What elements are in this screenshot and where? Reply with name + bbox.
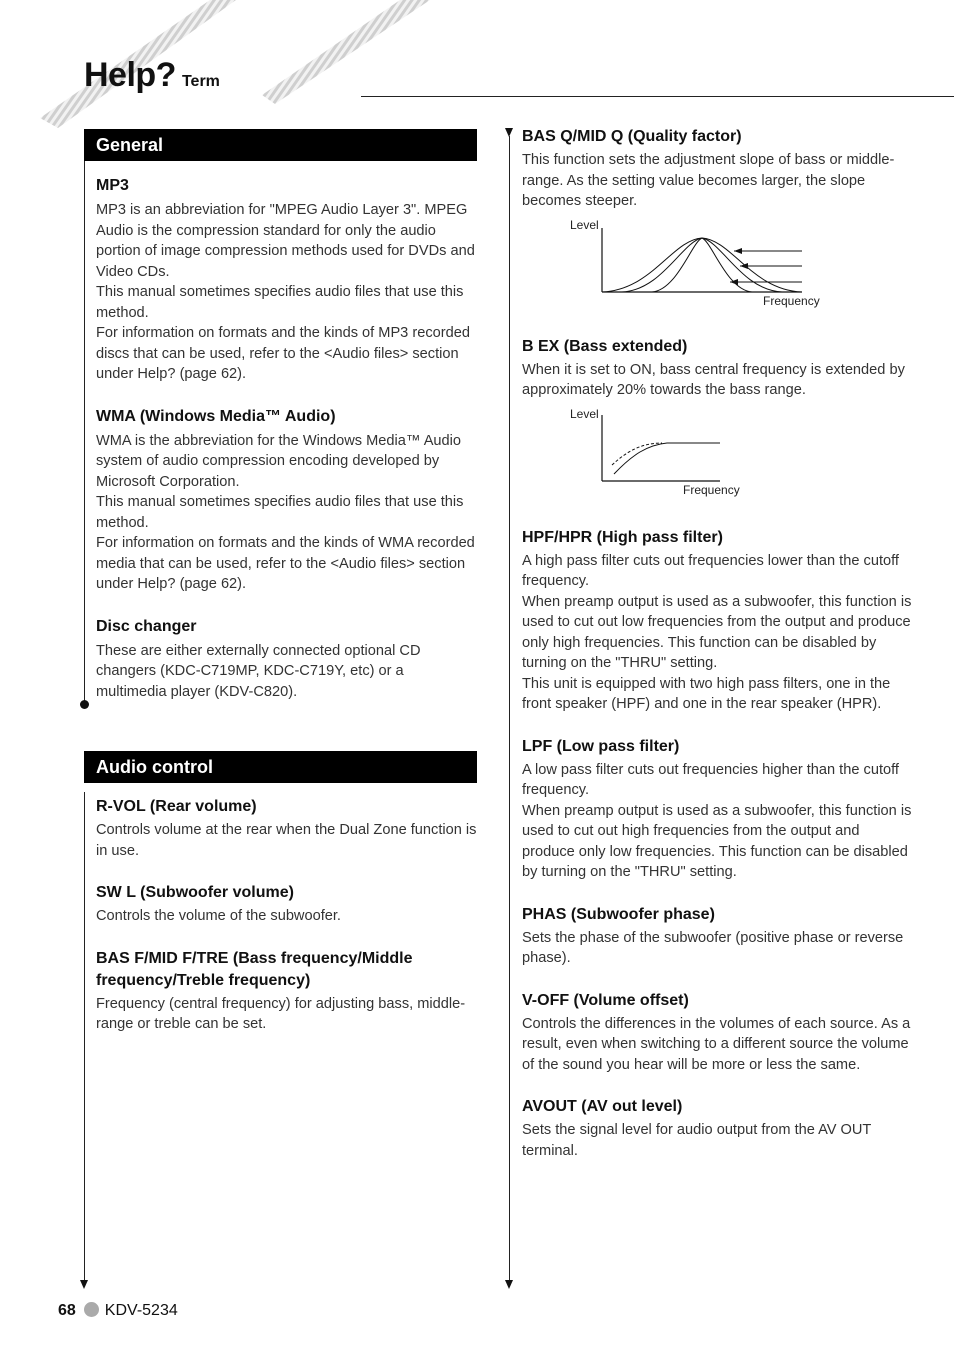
term-lpf: [522, 736, 912, 883]
graph-x-label: Frequency: [763, 293, 820, 308]
term-text: When it is set to ON, bass central frequency is extended by approximately 20% towards the bass range.: [522, 361, 905, 398]
page-title: [84, 56, 220, 95]
term-text: For information on formats and the kinds of WMA recorded media that can be used, refer to the <Audio files> section under Help? (page 62).: [96, 535, 475, 592]
term-sw-l: [96, 882, 477, 927]
term-title: SW L (Subwoofer volume): [96, 884, 294, 901]
term-title: AVOUT (AV out level): [522, 1098, 683, 1115]
term-text: This function sets the adjustment slope of bass or middle-range. As the setting value becomes larger, the slope becomes steeper.: [522, 152, 895, 209]
term-text: A low pass filter cuts out frequencies higher than the cutoff frequency.: [522, 761, 899, 798]
term-bas-f: [96, 948, 477, 1035]
graph-y-label: Level: [570, 406, 599, 421]
section-header-audio-control: Audio control: [84, 751, 477, 783]
term-hpf: [522, 527, 912, 715]
term-title: Disc changer: [96, 617, 197, 635]
term-title: B EX (Bass extended): [522, 337, 688, 355]
general-section: [84, 161, 477, 702]
help-title-text: Help?: [84, 56, 176, 94]
left-margin-arrow: [80, 1280, 88, 1289]
term-text: This manual sometimes specifies audio files that use this method.: [96, 284, 464, 321]
term-bas-q: [522, 126, 912, 212]
term-title: R-VOL (Rear volume): [96, 798, 257, 815]
right-margin-line: [509, 136, 510, 1281]
help-subtitle: Term: [181, 73, 220, 90]
term-title: MP3: [96, 177, 129, 194]
term-text: WMA is the abbreviation for the Windows Media™ Audio system of audio compression encoding developed by Microsoft Corporation.: [96, 432, 462, 490]
term-text: A high pass filter cuts out frequencies lower than the cutoff frequency.: [522, 552, 899, 589]
term-b-ex: [522, 336, 912, 401]
term-text: Frequency (central frequency) for adjusting bass, middle-range or treble can be set.: [96, 995, 466, 1032]
term-title: HPF/HPR (High pass filter): [522, 528, 723, 546]
term-text: These are either externally connected optional CD changers (KDC-C719MP, KDC-C719Y, etc) or a multimedia player (KDV-C820).: [96, 642, 421, 700]
term-title: BAS Q/MID Q (Quality factor): [522, 128, 742, 145]
term-text: For information on formats and the kinds of MP3 recorded discs that can be used, refer to the <Audio files> section under Help? (page 62).: [96, 325, 470, 382]
section-header-general: General: [84, 129, 477, 161]
term-phas: [522, 904, 912, 969]
right-column: [522, 126, 912, 1182]
term-r-vol: [96, 796, 477, 861]
term-title: V-OFF (Volume offset): [522, 991, 689, 1009]
term-text: This unit is equipped with two high pass filters, one in the front speaker (HPF) and one in the rear speaker (HPR).: [522, 675, 891, 712]
right-margin-arrow-bottom: [505, 1280, 513, 1289]
term-text: When preamp output is used as a subwoofer, this function is used to cut out high frequencies from the output and produce only low frequencies. This function can be disabled by turning on the "THRU" setting.: [522, 802, 912, 880]
graph-y-label: Level: [570, 217, 599, 232]
q-factor-curves: [522, 218, 822, 328]
graph-x-label: Frequency: [683, 482, 740, 497]
term-title: PHAS (Subwoofer phase): [522, 905, 715, 923]
term-text: When preamp output is used as a subwoofer, this function is used to cut out low frequencies from the output and produce only high frequencies. This function can be disabled by turning on the "THRU" setting.: [522, 593, 912, 671]
term-title: BAS F/MID F/TRE (Bass frequency/Middle frequency/Treble frequency): [96, 949, 413, 989]
term-disc-changer: [96, 616, 477, 703]
header-rule: [361, 96, 954, 97]
term-text: Controls the differences in the volumes of each source. As a result, even when switching to a different source the volume of the sound you hear will be more or less the same.: [522, 1015, 911, 1073]
term-text: Controls volume at the rear when the Dual Zone function is in use.: [96, 822, 477, 859]
model-name: KDV-5234: [104, 1302, 178, 1319]
q-factor-graph: [522, 218, 912, 336]
bass-extend-curves: [522, 407, 822, 517]
bass-extend-graph: [522, 407, 912, 527]
term-text: MP3 is an abbreviation for "MPEG Audio Layer 3". MPEG Audio is the compression standard for only the audio portion of image compression methods used for DVDs and Video CDs.: [96, 202, 475, 280]
page-number: 68: [58, 1302, 76, 1319]
term-title: WMA (Windows Media™ Audio): [96, 407, 336, 425]
footer-circle-icon: [84, 1302, 99, 1317]
decorative-tire-track: [0, 0, 460, 140]
term-title: LPF (Low pass filter): [522, 737, 680, 755]
term-wma: [96, 406, 477, 595]
term-text: Controls the volume of the subwoofer.: [96, 908, 341, 924]
page-footer: [58, 1302, 178, 1320]
term-v-off: [522, 990, 912, 1076]
term-avout: [522, 1096, 912, 1161]
left-column: [84, 129, 477, 1056]
audio-control-section: [84, 783, 477, 1035]
term-text: Sets the phase of the subwoofer (positive phase or reverse phase).: [522, 929, 904, 966]
term-text: Sets the signal level for audio output from the AV OUT terminal.: [522, 1122, 872, 1159]
term-mp3: [96, 175, 477, 385]
term-text: This manual sometimes specifies audio files that use this method.: [96, 494, 464, 531]
